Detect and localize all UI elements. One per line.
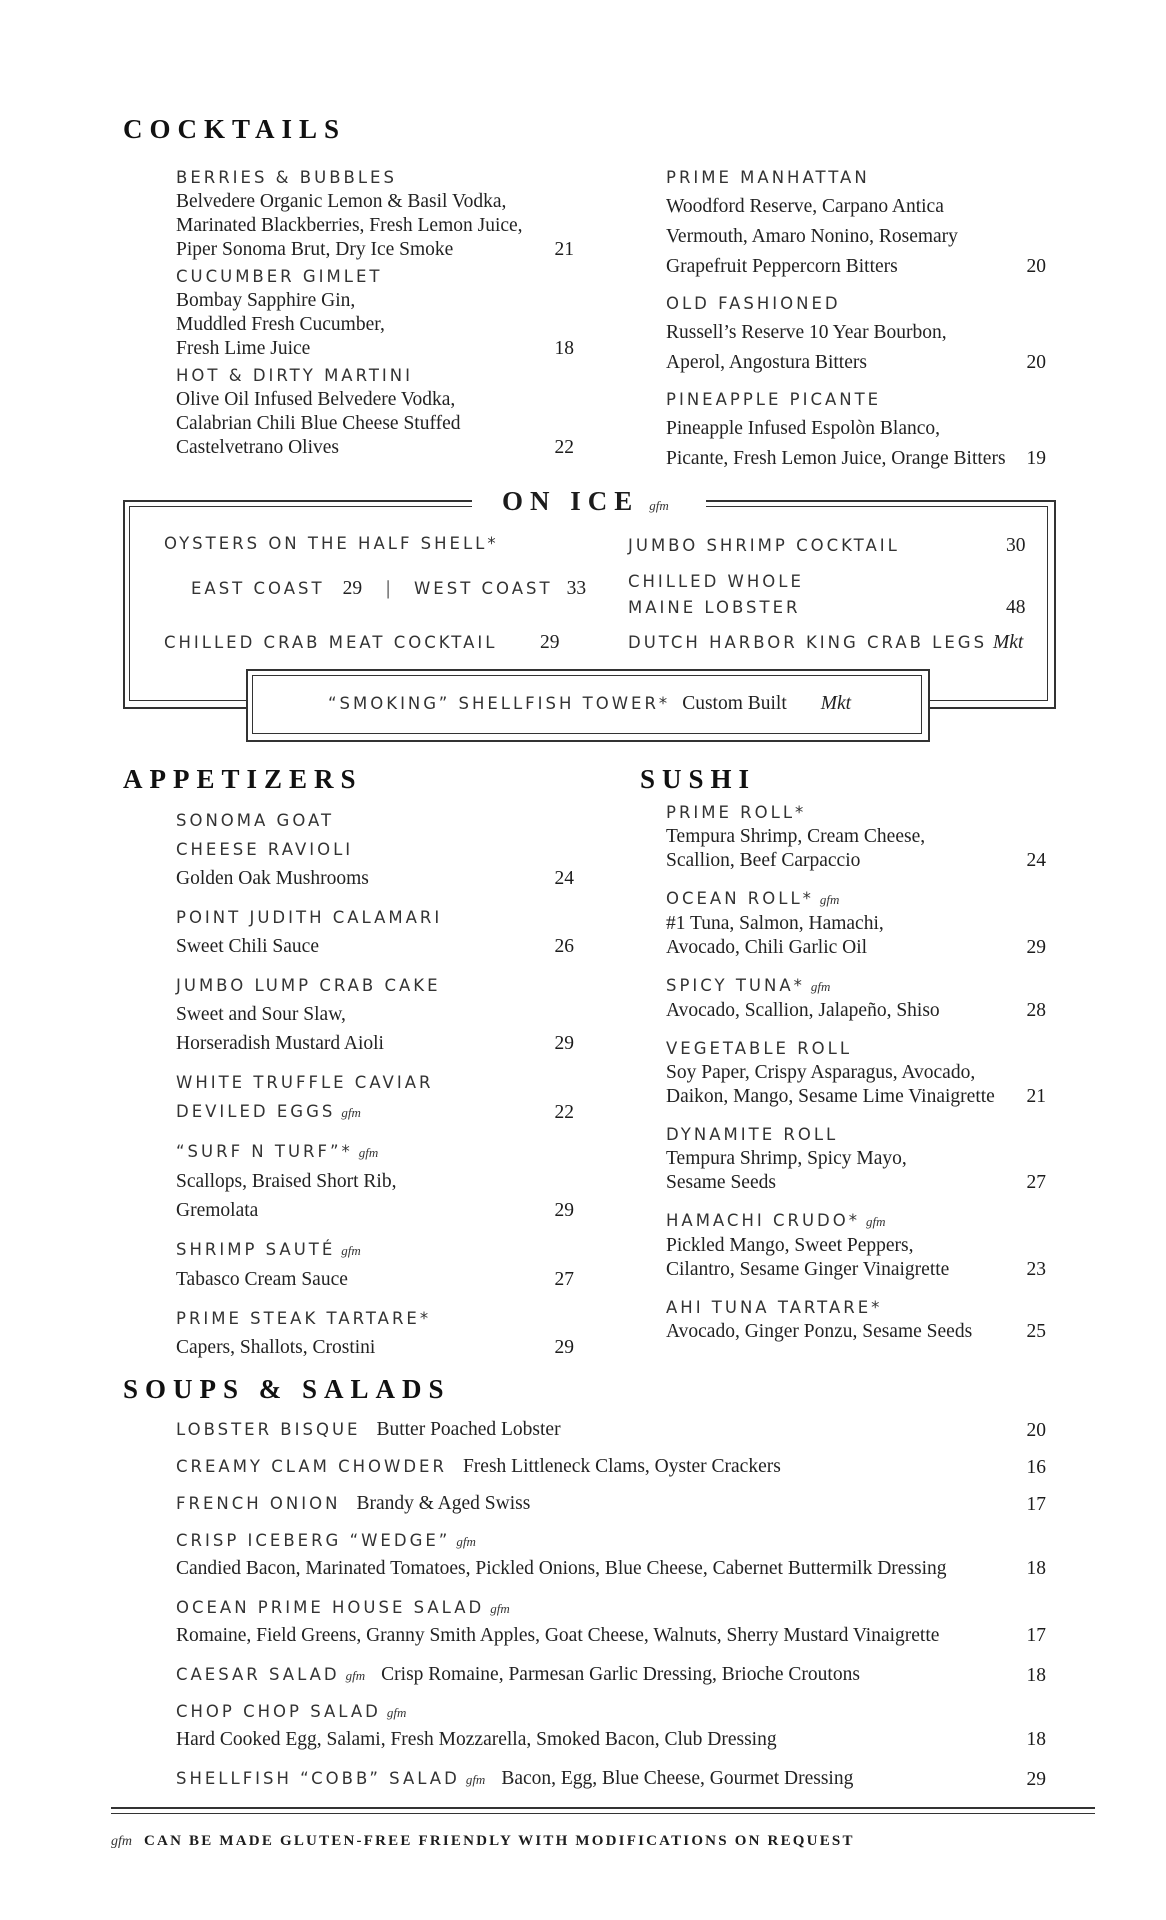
menu-item (176, 1068, 574, 1127)
item-description: Sesame Seeds (666, 1172, 776, 1193)
footer-note-text: CAN BE MADE GLUTEN-FREE FRIENDLY WITH MODIFICATIONS ON REQUEST (144, 1833, 855, 1849)
item-description: #1 Tuna, Salmon, Hamachi, (666, 913, 884, 934)
soup-name-line (176, 1596, 1046, 1621)
item-price: 25 (1026, 1321, 1046, 1342)
item-description: Fresh Lime Juice (176, 338, 311, 359)
item-name: SHRIMP SAUTÉ gfm (176, 1240, 361, 1259)
item-price: 28 (1026, 1000, 1046, 1021)
menu-item (666, 166, 1046, 282)
item-description: Tempura Shrimp, Spicy Mayo, (666, 1148, 907, 1169)
footer-note (111, 1832, 855, 1850)
item-price: 21 (1026, 1086, 1046, 1107)
crab-cocktail-label: CHILLED CRAB MEAT COCKTAIL (164, 633, 498, 652)
soups-salads-heading: SOUPS & SALADS (123, 1374, 451, 1404)
item-price: 26 (554, 936, 574, 957)
lobster-label-line1: CHILLED WHOLE (628, 572, 804, 591)
soup-name-line (176, 1700, 1046, 1725)
menu-item (666, 292, 1046, 378)
item-price: 16 (1026, 1457, 1046, 1478)
soup-name-line (176, 1663, 1046, 1688)
item-description: Aperol, Angostura Bitters (666, 352, 867, 373)
menu-item (176, 903, 574, 961)
item-price: 19 (1026, 448, 1046, 469)
item-description: Cilantro, Sesame Ginger Vinaigrette (666, 1259, 950, 1280)
sushi-list (666, 801, 1046, 1358)
appetizers-heading: APPETIZERS (123, 764, 363, 794)
on-ice-gfm-mark: gfm (649, 498, 669, 513)
sushi-heading: SUSHI (640, 764, 757, 794)
item-name: WHITE TRUFFLE CAVIAR (176, 1073, 434, 1092)
king-crab-price: Mkt (993, 632, 1024, 653)
item-name: CHOP CHOP SALAD (176, 1702, 381, 1721)
item-price: 24 (1026, 850, 1046, 871)
item-description: Avocado, Ginger Ponzu, Sesame Seeds (666, 1321, 973, 1342)
soup-item (176, 1418, 1046, 1443)
soup-item (176, 1455, 1046, 1480)
item-description: Capers, Shallots, Crostini (176, 1337, 376, 1358)
tower-price: Mkt (820, 693, 852, 714)
item-description: Bacon, Egg, Blue Cheese, Gourmet Dressing (501, 1768, 854, 1789)
cocktails-right-column (666, 166, 1046, 484)
soup-name-line (176, 1492, 1046, 1517)
item-description: Avocado, Scallion, Jalapeño, Shiso (666, 1000, 940, 1021)
item-price: 29 (554, 1200, 574, 1221)
item-price: 17 (1026, 1494, 1046, 1515)
menu-item (666, 1296, 1046, 1344)
item-name: VEGETABLE ROLL (666, 1039, 853, 1058)
item-description: Grapefruit Peppercorn Bitters (666, 256, 898, 277)
item-description: Golden Oak Mushrooms (176, 868, 369, 889)
soup-name-line (176, 1529, 1046, 1554)
soups-salads-list (176, 1418, 1046, 1804)
item-description: Tempura Shrimp, Cream Cheese, (666, 826, 926, 847)
item-name: PRIME MANHATTAN (666, 168, 870, 187)
item-price: 29 (554, 1337, 574, 1358)
item-name: DYNAMITE ROLL (666, 1125, 839, 1144)
menu-item (176, 806, 574, 893)
tower-desc: Custom Built (682, 693, 787, 714)
crab-cocktail-price: 29 (540, 632, 560, 653)
soup-name-line (176, 1418, 1046, 1443)
item-price: 18 (554, 338, 574, 359)
item-name: SHELLFISH “COBB” SALAD (176, 1769, 460, 1788)
item-name: AHI TUNA TARTARE* (666, 1298, 883, 1317)
soup-item (176, 1596, 1046, 1651)
soup-item (176, 1529, 1046, 1584)
soup-item (176, 1492, 1046, 1517)
item-name: OCEAN ROLL* gfm (666, 889, 840, 908)
shellfish-tower (328, 692, 851, 716)
item-name: OCEAN PRIME HOUSE SALAD (176, 1598, 485, 1617)
item-description: Soy Paper, Crispy Asparagus, Avocado, (666, 1062, 976, 1083)
item-price: 27 (1026, 1172, 1046, 1193)
item-description: Pineapple Infused Espolòn Blanco, (666, 418, 941, 439)
item-name: HOT & DIRTY MARTINI (176, 366, 414, 385)
item-description: Sweet Chili Sauce (176, 936, 319, 957)
east-coast-label: EAST COAST (191, 579, 325, 598)
gfm-mark: gfm (810, 979, 831, 994)
item-name: HAMACHI CRUDO* gfm (666, 1211, 886, 1230)
item-price: 20 (1026, 256, 1046, 277)
item-description: Candied Bacon, Marinated Tomatoes, Pickled Onions, Blue Cheese, Cabernet Buttermilk Dressing (176, 1558, 947, 1579)
item-description: Bombay Sapphire Gin, (176, 290, 356, 311)
soup-item (176, 1663, 1046, 1688)
item-name: CUCUMBER GIMLET (176, 267, 383, 286)
item-description: Gremolata (176, 1200, 259, 1221)
shrimp-cocktail-label: JUMBO SHRIMP COCKTAIL (628, 536, 900, 555)
gfm-mark: gfm (865, 1214, 886, 1229)
item-price: 18 (1026, 1558, 1046, 1579)
appetizers-list (176, 806, 574, 1372)
menu-item (666, 388, 1046, 474)
gfm-mark: gfm (456, 1534, 476, 1549)
item-price: 29 (1026, 1769, 1046, 1790)
menu-item (666, 801, 1046, 873)
item-name: CREAMY CLAM CHOWDER (176, 1457, 447, 1476)
lobster-label-line2: MAINE LOBSTER (628, 598, 801, 617)
soup-item (176, 1700, 1046, 1755)
lobster-price: 48 (1006, 597, 1026, 618)
cocktails-heading: COCKTAILS (123, 114, 347, 144)
gfm-mark: gfm (465, 1772, 486, 1787)
item-description: Tabasco Cream Sauce (176, 1269, 348, 1290)
item-name: PINEAPPLE PICANTE (666, 390, 882, 409)
gfm-mark: gfm (490, 1601, 510, 1616)
item-price: 29 (554, 1033, 574, 1054)
item-price: 27 (554, 1269, 574, 1290)
oysters-label: OYSTERS ON THE HALF SHELL* (164, 534, 499, 553)
gfm-mark: gfm (386, 1705, 407, 1720)
item-price: 18 (1026, 1665, 1046, 1686)
item-description: Scallion, Beef Carpaccio (666, 850, 861, 871)
item-price: 23 (1026, 1259, 1046, 1280)
item-description: Belvedere Organic Lemon & Basil Vodka, (176, 191, 507, 212)
cocktails-left-column (176, 166, 574, 463)
item-price: 20 (1026, 352, 1046, 373)
west-coast-label: WEST COAST (413, 579, 553, 598)
footer-gfm-mark: gfm (111, 1834, 132, 1849)
footer-rule (111, 1807, 1095, 1809)
menu-item (666, 1123, 1046, 1195)
menu-item (666, 1209, 1046, 1282)
east-coast-price: 29 (342, 578, 363, 599)
item-name: CAESAR SALAD (176, 1665, 340, 1684)
item-description: Calabrian Chili Blue Cheese Stuffed (176, 413, 461, 434)
soup-item (176, 1767, 1046, 1792)
item-name: CHEESE RAVIOLI (176, 840, 354, 859)
menu-item (176, 971, 574, 1058)
item-description: Horseradish Mustard Aioli (176, 1033, 384, 1054)
item-price: 22 (554, 1102, 574, 1123)
item-price: 18 (1026, 1729, 1046, 1750)
item-name: PRIME ROLL* (666, 803, 807, 822)
item-description: Castelvetrano Olives (176, 437, 339, 458)
item-description: Pickled Mango, Sweet Peppers, (666, 1235, 914, 1256)
gfm-mark: gfm (345, 1668, 366, 1683)
item-name: “SURF N TURF”* gfm (176, 1142, 379, 1161)
item-name: BERRIES & BUBBLES (176, 168, 397, 187)
item-description: Muddled Fresh Cucumber, (176, 314, 385, 335)
menu-item (176, 166, 574, 262)
soup-name-line (176, 1767, 1046, 1792)
item-name: OLD FASHIONED (666, 294, 841, 313)
gfm-mark: gfm (819, 892, 840, 907)
item-price: 21 (554, 239, 574, 260)
menu-item (666, 1037, 1046, 1109)
menu-item (176, 364, 574, 460)
on-ice-title: ON ICE (502, 486, 640, 516)
item-description: Olive Oil Infused Belvedere Vodka, (176, 389, 456, 410)
footer-rule-thin (111, 1813, 1095, 1814)
item-description: Piper Sonoma Brut, Dry Ice Smoke (176, 239, 454, 260)
item-name: CRISP ICEBERG “WEDGE” (176, 1531, 451, 1550)
item-price: 29 (1026, 937, 1046, 958)
oysters-divider: | (386, 578, 390, 599)
item-name: JUMBO LUMP CRAB CAKE (176, 976, 441, 995)
gfm-mark: gfm (358, 1145, 379, 1160)
item-price: 20 (1026, 1420, 1046, 1441)
item-name: FRENCH ONION (176, 1494, 341, 1513)
item-price: 22 (554, 437, 574, 458)
on-ice-heading (502, 486, 669, 517)
item-description: Brandy & Aged Swiss (356, 1493, 531, 1514)
tower-name: “SMOKING” SHELLFISH TOWER* (328, 694, 671, 713)
item-description: Avocado, Chili Garlic Oil (666, 937, 868, 958)
item-description: Fresh Littleneck Clams, Oyster Crackers (462, 1456, 781, 1477)
menu-item (176, 1304, 574, 1362)
soup-name-line (176, 1455, 1046, 1480)
item-description: Hard Cooked Egg, Salami, Fresh Mozzarella, Smoked Bacon, Club Dressing (176, 1729, 777, 1750)
oysters-prices (191, 577, 586, 601)
item-description: Butter Poached Lobster (376, 1419, 561, 1440)
item-description: Vermouth, Amaro Nonino, Rosemary (666, 226, 958, 247)
item-description: Marinated Blackberries, Fresh Lemon Juice, (176, 215, 523, 236)
item-description: Woodford Reserve, Carpano Antica (666, 196, 944, 217)
west-coast-price: 33 (566, 578, 587, 599)
king-crab-label: DUTCH HARBOR KING CRAB LEGS (628, 633, 988, 652)
item-price: 24 (554, 868, 574, 889)
menu-item (666, 887, 1046, 960)
menu-item (176, 1235, 574, 1294)
item-name: POINT JUDITH CALAMARI (176, 908, 443, 927)
item-name: LOBSTER BISQUE (176, 1420, 361, 1439)
item-description: Daikon, Mango, Sesame Lime Vinaigrette (666, 1086, 995, 1107)
item-description: Crisp Romaine, Parmesan Garlic Dressing, Brioche Croutons (381, 1664, 860, 1685)
item-description: Romaine, Field Greens, Granny Smith Apples, Goat Cheese, Walnuts, Sherry Mustard Vinaigrette (176, 1625, 940, 1646)
gfm-mark: gfm (341, 1243, 361, 1258)
menu-item (666, 974, 1046, 1023)
item-price: 17 (1026, 1625, 1046, 1646)
item-description: Scallops, Braised Short Rib, (176, 1171, 397, 1192)
item-name: SPICY TUNA* gfm (666, 976, 831, 995)
item-name: DEVILED EGGS gfm (176, 1102, 361, 1121)
item-description: Russell’s Reserve 10 Year Bourbon, (666, 322, 947, 343)
item-name: PRIME STEAK TARTARE* (176, 1309, 432, 1328)
item-description: Sweet and Sour Slaw, (176, 1004, 346, 1025)
item-description: Picante, Fresh Lemon Juice, Orange Bitters (666, 448, 1006, 469)
item-name: SONOMA GOAT (176, 811, 335, 830)
gfm-mark: gfm (341, 1105, 361, 1120)
menu-item (176, 1137, 574, 1225)
menu-item (176, 265, 574, 361)
shrimp-cocktail-price: 30 (1006, 535, 1026, 556)
